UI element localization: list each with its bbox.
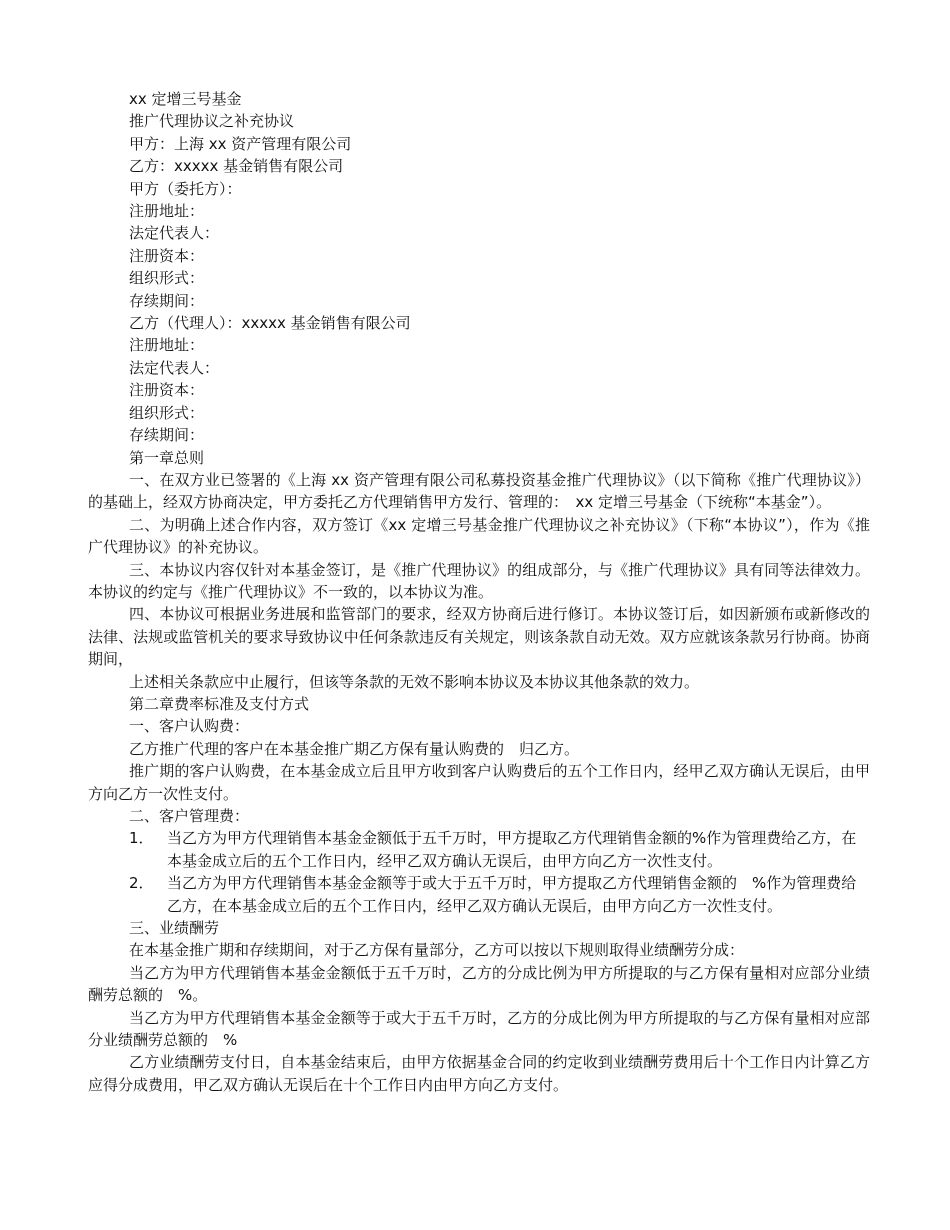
- section-2-item-2: [88, 872, 870, 917]
- section-3-line-1: 在本基金推广期和存续期间，对于乙方保有量部分，乙方可以按以下规则取得业绩酬劳分成：: [129, 941, 745, 960]
- section-3-paragraph-2: 当乙方为甲方代理销售本基金金额等于或大于五千万时，乙方的分成比例为甲方所提取的与乙方保有量相对应部分业绩酬劳总额的 %: [88, 1008, 870, 1050]
- section-1-heading: 一、客户认购费：: [129, 717, 250, 736]
- section-2-item-1: [88, 827, 870, 872]
- party-b-address: 注册地址：: [129, 336, 205, 355]
- section-1-line-1: 乙方推广代理的客户在本基金推广期乙方保有量认购费的 归乙方。: [129, 739, 580, 758]
- party-b-capital: 注册资本：: [129, 381, 205, 400]
- chapter-1-clause-3: 三、本协议内容仅针对本基金签订，是《推广代理协议》的组成部分，与《推广代理协议》具有同等法律效力。本协议的约定与《推广代理协议》不一致的，以本协议为准。: [88, 560, 870, 601]
- chapter-1-clause-1: 一、在双方业已签署的《上海 xx 资产管理有限公司私募投资基金推广代理协议》（以下简称《推广代理协议》）的基础上，经双方协商决定，甲方委托乙方代理销售甲方发行、管理的： xx 定增三号基金（下统称“本基金”）。: [88, 470, 870, 512]
- item-number: 1．: [129, 829, 154, 848]
- section-3-heading: 三、业绩酬劳: [129, 919, 220, 938]
- chapter-2-heading: 第二章费率标准及支付方式: [129, 694, 310, 713]
- item-number: 2．: [129, 874, 154, 893]
- chapter-1-clause-4-cont: 上述相关条款应中止履行，但该等条款的无效不影响本协议及本协议其他条款的效力。: [129, 672, 700, 691]
- section-3-paragraph-1: 当乙方为甲方代理销售本基金金额低于五千万时，乙方的分成比例为甲方所提取的与乙方保有量相对应部分业绩酬劳总额的 %。: [88, 963, 870, 1005]
- party-a-legal-rep: 法定代表人：: [129, 224, 220, 243]
- chapter-1-heading: 第一章总则: [129, 448, 205, 467]
- chapter-1-clause-4: 四、本协议可根据业务进展和监管部门的要求，经双方协商后进行修订。本协议签订后，如因新颁布或新修改的法律、法规或监管机关的要求导致协议中任何条款违反有关规定，则该条款自动无效。双方应就该条款另行协商。协商期间，: [88, 605, 870, 669]
- party-b-legal-rep: 法定代表人：: [129, 358, 220, 377]
- doc-title-line1: xx 定增三号基金: [129, 90, 242, 108]
- party-a-capital: 注册资本：: [129, 246, 205, 265]
- party-a-line: 甲方：上海 xx 资产管理有限公司: [129, 134, 352, 153]
- document-page: [88, 88, 870, 1096]
- party-b-line: 乙方：xxxxx 基金销售有限公司: [129, 157, 344, 176]
- party-a-address: 注册地址：: [129, 202, 205, 221]
- section-2-heading: 二、客户管理费：: [129, 807, 250, 825]
- doc-title-line2: 推广代理协议之补充协议: [129, 112, 295, 131]
- party-b-org-form: 组织形式：: [129, 403, 205, 422]
- party-a-duration: 存续期间：: [129, 291, 205, 310]
- chapter-1-clause-2: 二、为明确上述合作内容，双方签订《xx 定增三号基金推广代理协议之补充协议》（下称“本协议”），作为《推广代理协议》的补充协议。: [88, 515, 870, 557]
- party-a-header: 甲方（委托方）：: [129, 179, 242, 198]
- section-3-paragraph-3: 乙方业绩酬劳支付日，自本基金结束后，由甲方依据基金合同的约定收到业绩酬劳费用后十个工作日内计算乙方应得分成费用，甲乙双方确认无误后在十个工作日内由甲方向乙方支付。: [88, 1053, 870, 1094]
- party-b-duration: 存续期间：: [129, 426, 205, 445]
- item-text: 当乙方为甲方代理销售本基金金额低于五千万时，甲方提取乙方代理销售金额的%作为管理费给乙方，在本基金成立后的五个工作日内，经甲乙双方确认无误后，由甲方向乙方一次性支付。: [167, 829, 857, 870]
- section-1-paragraph-2: 推广期的客户认购费，在本基金成立后且甲方收到客户认购费后的五个工作日内，经甲乙双方确认无误后，由甲方向乙方一次性支付。: [88, 762, 870, 803]
- party-a-org-form: 组织形式：: [129, 269, 205, 288]
- item-text: 当乙方为甲方代理销售本基金金额等于或大于五千万时，甲方提取乙方代理销售金额的 %作为管理费给乙方，在本基金成立后的五个工作日内，经甲乙双方确认无误后，由甲方向乙方一次性支付。: [167, 874, 857, 915]
- party-b-header: 乙方（代理人）：xxxxx 基金销售有限公司: [129, 314, 411, 333]
